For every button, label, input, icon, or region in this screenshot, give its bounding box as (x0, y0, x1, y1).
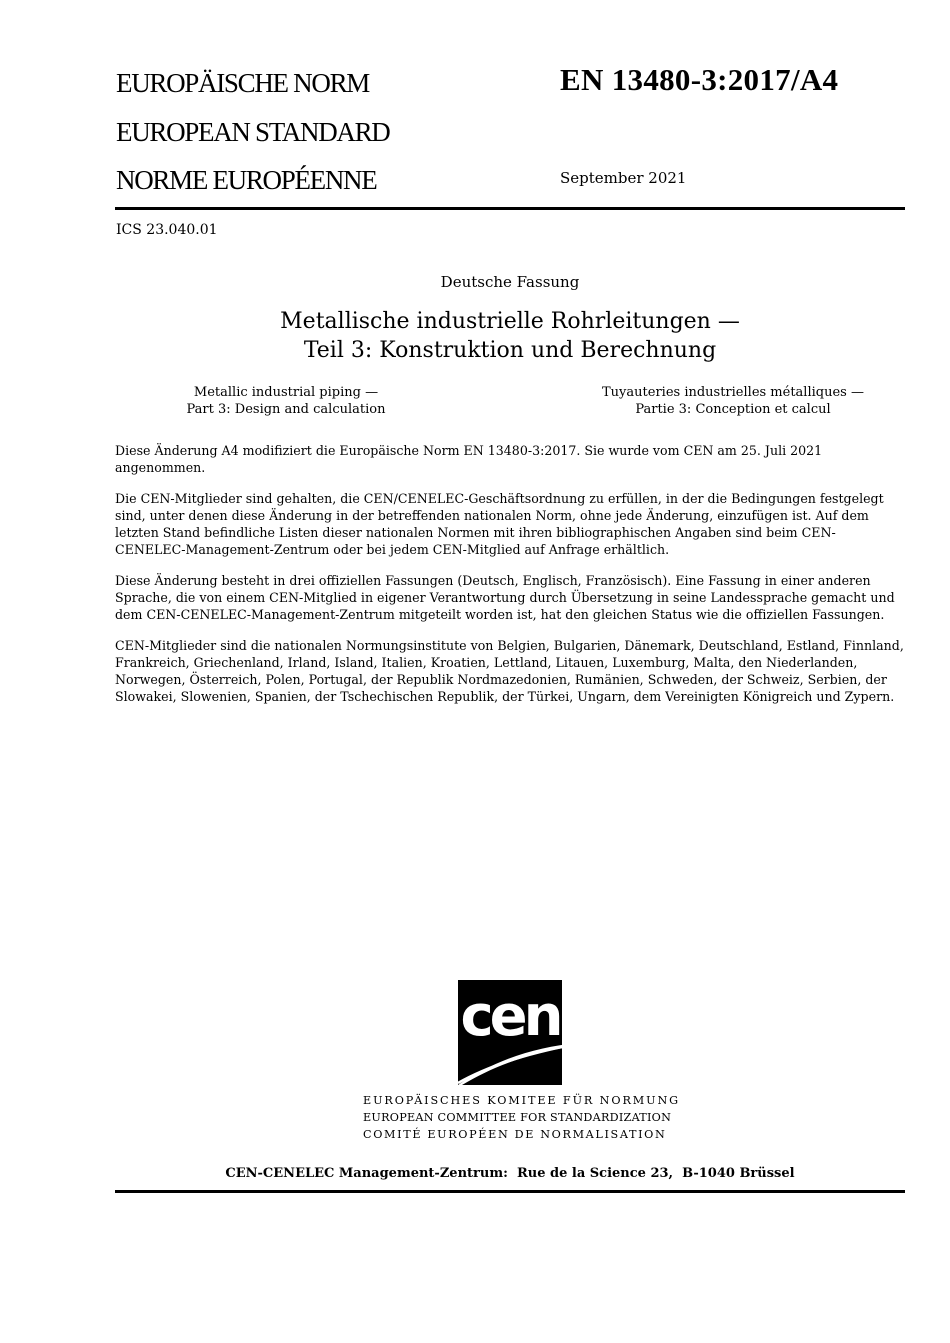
subtitle-en-line-1: Metallic industrial piping — (193, 385, 379, 400)
footer-divider (115, 1190, 905, 1193)
subtitle-en-line-2: Part 3: Design and calculation (186, 402, 386, 417)
subtitle-english (86, 384, 486, 418)
version-label: Deutsche Fassung (440, 273, 580, 291)
document-title (0, 307, 950, 365)
norm-title-en: EUROPEAN STANDARD (116, 117, 390, 147)
paragraph-obligations: Die CEN-Mitglieder sind gehalten, die CEN/CENELEC-Geschäftsordnung zu erfüllen, in der die Bedingungen festgelegt sind, unter denen diese Änderung in der betreffenden nationalen Norm, ohne jede Änderung, einzufügen ist. Auf dem letzten Stand befindliche Listen dieser nationalen Normen mit ihren bibliographischen Angaben sind beim CEN-CENELEC-Management-Zentrum oder bei jedem CEN-Mitglied auf Anfrage erhältlich. (115, 491, 884, 557)
standard-number: EN 13480-3:2017/A4 (560, 62, 839, 97)
body-text (115, 442, 905, 719)
title-line-1: Metallische industrielle Rohrleitungen — (280, 309, 740, 334)
subtitle-fr-line-2: Partie 3: Conception et calcul (635, 402, 831, 417)
committee-name-en: EUROPEAN COMMITTEE FOR STANDARDIZATION (363, 1111, 672, 1124)
norm-title-fr: NORME EUROPÉENNE (116, 165, 377, 195)
header-divider (115, 207, 905, 210)
subtitle-french (533, 384, 933, 418)
committee-name-fr: COMITÉ EUROPÉEN DE NORMALISATION (363, 1128, 667, 1141)
norm-title-de: EUROPÄISCHE NORM (116, 68, 369, 98)
subtitle-fr-line-1: Tuyauteries industrielles métalliques — (602, 385, 864, 400)
title-line-2: Teil 3: Konstruktion und Berechnung (303, 338, 717, 363)
publication-date: September 2021 (560, 169, 687, 187)
cen-logo (440, 975, 580, 1093)
paragraph-versions: Diese Änderung besteht in drei offiziellen Fassungen (Deutsch, Englisch, Französisch). Eine Fassung in einer anderen Sprache, die von einem CEN-Mitglied in eigener Verantwortung durch Übersetzung in seine Landessprache gemacht und dem CEN-CENELEC-Management-Zentrum mitgeteilt worden ist, hat den gleichen Status wie die offiziellen Fassungen. (115, 573, 895, 622)
committee-name-de: EUROPÄISCHES KOMITEE FÜR NORMUNG (363, 1094, 680, 1107)
cen-logo-text: cen (460, 984, 560, 1049)
paragraph-amendment: Diese Änderung A4 modifiziert die Europäische Norm EN 13480-3:2017. Sie wurde vom CEN am 25. Juli 2021 angenommen. (115, 443, 823, 475)
ics-code: ICS 23.040.01 (116, 222, 218, 238)
management-centre-address: CEN-CENELEC Management-Zentrum: Rue de la Science 23, B-1040 Brüssel (225, 1166, 795, 1181)
paragraph-members: CEN-Mitglieder sind die nationalen Normungsinstitute von Belgien, Bulgarien, Dänemark, Deutschland, Estland, Finnland, Frankreich, Griechenland, Irland, Island, Italien, Kroatien, Lettland, Litauen, Luxemburg, Malta, den Niederlanden, Norwegen, Österreich, Polen, Portugal, der Republik Nordmazedonien, Rumänien, Schweden, der Schweiz, Serbien, der Slowakei, Slowenien, Spanien, der Tschechischen Republik, der Türkei, Ungarn, dem Vereinigten Königreich und Zypern. (115, 638, 904, 704)
